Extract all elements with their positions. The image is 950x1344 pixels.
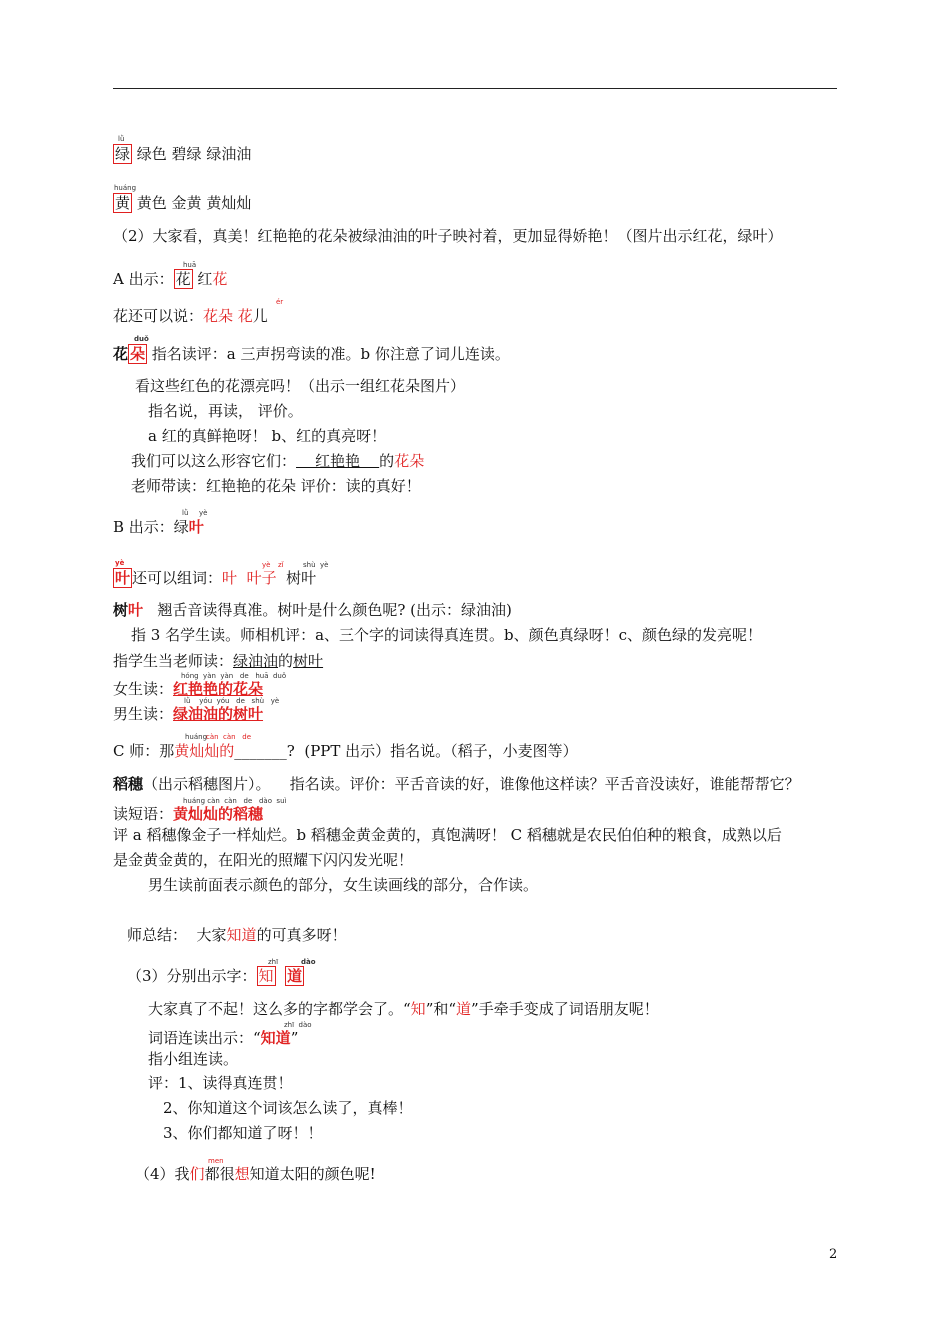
pinyin: lǜ — [118, 135, 125, 143]
text-line: B 出示：绿叶 — [113, 518, 204, 536]
pinyin: yè — [262, 561, 271, 569]
text-line: 黄 黄色 金黄 黄灿灿 — [115, 194, 252, 212]
text-line: 绿 绿色 碧绿 绿油油 — [115, 145, 252, 163]
pinyin: huáng — [114, 184, 137, 192]
pinyin: zhī — [268, 958, 279, 966]
pinyin: càn càn de — [206, 733, 252, 741]
char-box: 道 — [287, 967, 303, 985]
text-line: 花还可以说：花朵 花儿 — [113, 307, 268, 325]
text-line: 是金黄金黄的，在阳光的照耀下闪闪发光呢！ — [113, 851, 414, 869]
text-line: （4）我们都很想知道太阳的颜色呢! — [135, 1165, 376, 1183]
pinyin: zhī dào — [284, 1021, 312, 1029]
char-box: 朵 — [130, 345, 146, 363]
text-line: a 红的真鲜艳呀！ b、红的真亮呀！ — [148, 427, 387, 445]
char-box: 知 — [258, 967, 274, 985]
text-line: A 出示： 花 红花 — [113, 270, 228, 288]
pinyin: lǜ yóu yóu de shù yè — [184, 697, 280, 705]
char-box: 绿 — [115, 145, 131, 163]
pinyin: huáng — [185, 733, 208, 741]
char-box: 花 — [175, 270, 191, 288]
text-line: 男生读：绿油油的树叶 — [113, 705, 264, 723]
text-line: 师总结： 大家知道的可真多呀！ — [127, 926, 347, 944]
text-line: 读短语：黄灿灿的稻穗 — [113, 805, 264, 823]
pinyin: shù — [303, 561, 316, 569]
text-line: 评 a 稻穗像金子一样灿烂。b 稻穗金黄金黄的，真饱满呀！ C 稻穗就是农民伯伯种的粮食，成熟以后 — [113, 826, 782, 844]
pinyin: huā — [183, 261, 197, 269]
pinyin: men — [208, 1157, 224, 1165]
text-line: 大家真了不起！这么多的字都学会了。“知”和“道”手牵手变成了词语朋友呢！ — [148, 1000, 659, 1018]
text-line: 指学生当老师读：绿油油的树叶 — [113, 652, 324, 670]
text-line: 我们可以这么形容它们： 红艳艳 的花朵 — [131, 452, 425, 470]
text-line: 3、你们都知道了呀！！ — [163, 1124, 323, 1142]
pinyin: hóng yàn yàn de huā duǒ — [181, 672, 287, 680]
pinyin: yè — [115, 559, 125, 567]
text-line: C 师：那黄灿灿的_______? (PPT 出示）指名说。（稻子，小麦图等） — [113, 742, 578, 760]
pinyin: ér — [276, 298, 284, 306]
text-line: 老师带读：红艳艳的花朵 评价：读的真好！ — [131, 477, 421, 495]
text-line: 女生读：红艳艳的花朵 — [113, 680, 264, 698]
text-line: 稻穗（出示稻穗图片）。 指名读。评价：平舌音读的好，谁像他这样读？平舌音没读好，谁能帮帮它？ — [113, 775, 800, 793]
text-line: 看这些红色的花漂亮吗！（出示一组红花朵图片） — [135, 377, 466, 395]
page-number: 2 — [829, 1247, 838, 1262]
text-line: （3）分别出示字： 知 道 — [127, 967, 303, 985]
text-line: 指小组连读。 — [148, 1050, 239, 1068]
text-line: 指 3 名学生读。师相机评：a、三个字的词读得真连贯。b、颜色真绿呀！c、颜色绿的发亮呢！ — [131, 626, 763, 644]
text-line: 男生读前面表示颜色的部分，女生读画线的部分，合作读。 — [148, 876, 539, 894]
header-rule — [113, 88, 837, 89]
char-box: 黄 — [115, 194, 131, 212]
char-box: 叶 — [115, 569, 131, 587]
pinyin: yè — [199, 509, 208, 517]
pinyin: duǒ — [134, 335, 149, 343]
pinyin: huáng càn càn de dào suì — [183, 797, 287, 805]
text-line: 花 朵 指名读评：a 三声拐弯读的准。b 你注意了词儿连读。 — [113, 345, 510, 363]
pinyin: yè — [320, 561, 329, 569]
pinyin: dào — [301, 958, 316, 966]
pinyin: lǜ — [182, 509, 189, 517]
text-line: 叶 还可以组词：叶 叶子 树叶 — [115, 569, 317, 587]
text-line: 树叶 翘舌音读得真准。树叶是什么颜色呢? (出示：绿油油) — [113, 601, 512, 619]
text-line: 2、你知道这个词该怎么读了，真棒！ — [163, 1099, 413, 1117]
text-line: 指名说，再读， 评价。 — [148, 402, 303, 420]
pinyin: zǐ — [278, 561, 284, 569]
text-line: 评：1、读得真连贯！ — [148, 1074, 293, 1092]
text-line: （2）大家看，真美！红艳艳的花朵被绿油油的叶子映衬着，更加显得娇艳！（图片出示红花，绿叶） — [113, 227, 783, 245]
text-line: 词语连读出示：“知道” — [148, 1029, 299, 1047]
